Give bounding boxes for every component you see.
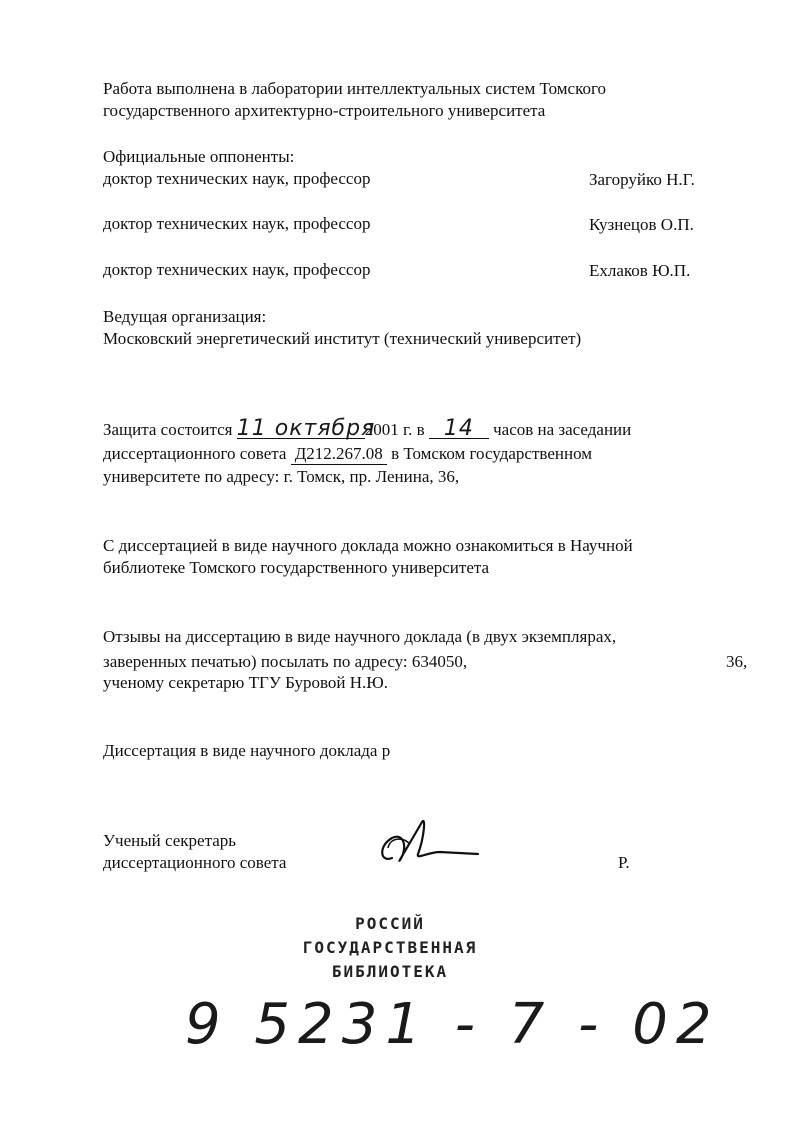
opponent-name-2: Кузнецов О.П. — [589, 215, 694, 234]
defense-line-3: университете по адресу: г. Томск, пр. Ленина, 36, — [103, 467, 460, 486]
defense-prefix: Защита состоится — [103, 420, 233, 439]
leading-org-heading: Ведущая организация: — [103, 307, 267, 326]
council-code: Д212.267.08 — [291, 444, 387, 465]
opponent-title-1: доктор технических наук, профессор — [103, 169, 371, 188]
library-line-2: библиотеке Томского государственного университета — [103, 558, 490, 577]
reviews-line-1: Отзывы на диссертацию в виде научного доклада (в двух экземплярах, — [103, 627, 617, 646]
intro-line-1: Работа выполнена в лаборатории интеллектуальных систем Томского — [103, 79, 607, 98]
secretary-line-1: Ученый секретарь — [103, 831, 237, 850]
library-line-1: С диссертацией в виде научного доклада можно ознакомиться в Научной — [103, 536, 633, 555]
distributed-line: Диссертация в виде научного доклада р — [103, 741, 391, 760]
reviews-line-2-end: 36, — [726, 652, 748, 671]
opponent-title-2: доктор технических наук, профессор — [103, 214, 371, 233]
reviews-line-3: ученому секретарю ТГУ Буровой Н.Ю. — [103, 673, 388, 692]
secretary-line-2: диссертационного совета — [103, 853, 287, 872]
defense-line-2b: в Томском государственном — [391, 444, 592, 463]
defense-line-2a: диссертационного совета — [103, 444, 287, 463]
library-stamp — [280, 912, 500, 984]
reviews-line-2-start: заверенных печатью) посылать по адресу: 634050, — [103, 652, 468, 671]
defense-hour-handwritten: 14 — [429, 420, 489, 439]
secretary-name-tail: Р. — [618, 853, 630, 872]
defense-suffix: часов на заседании — [493, 420, 632, 439]
defense-line-1 — [103, 416, 632, 441]
intro-line-2: государственного архитектурно-строительного университета — [103, 101, 546, 120]
defense-year: 2001 г. — [364, 420, 413, 439]
leading-org-name: Московский энергетический институт (технический университет) — [103, 329, 582, 348]
defense-line-2 — [103, 444, 592, 465]
opponents-heading: Официальные оппоненты: — [103, 147, 295, 166]
stamp-line-3: БИБЛИОТЕКА — [331, 962, 449, 981]
stamp-line-2: ГОСУДАРСТВЕННАЯ — [302, 938, 478, 957]
opponent-name-3: Ехлаков Ю.П. — [589, 261, 691, 280]
signature — [370, 808, 510, 878]
defense-date-handwritten: 11 октября — [236, 416, 376, 441]
defense-in: в — [416, 420, 425, 439]
stamp-line-1: РОССИЙ — [355, 914, 425, 933]
opponent-name-1: Загоруйко Н.Г. — [589, 170, 695, 189]
handwritten-number: 9 5231 - 7 - 02 — [185, 992, 720, 1057]
opponent-title-3: доктор технических наук, профессор — [103, 260, 371, 279]
